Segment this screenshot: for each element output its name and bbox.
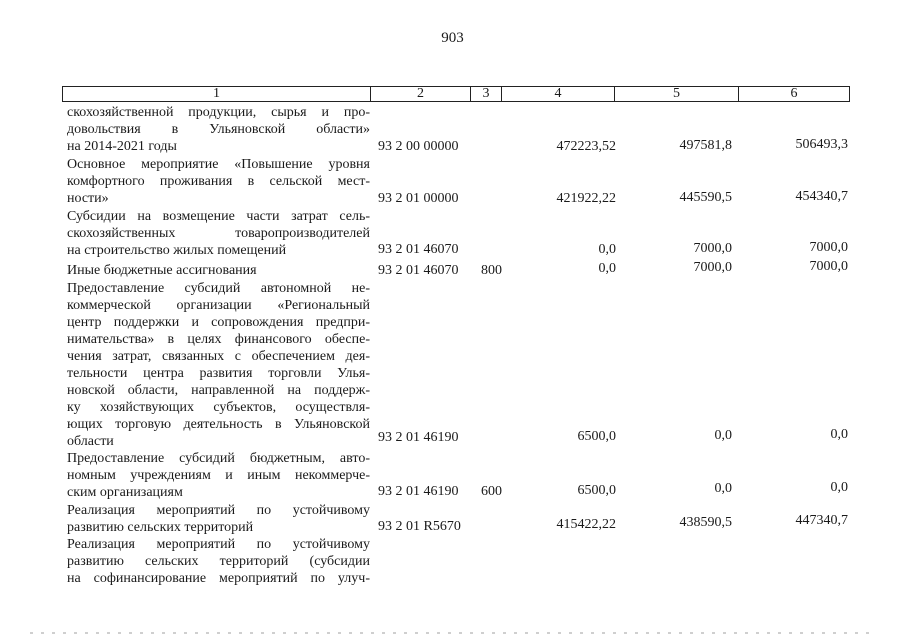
description-line: коммерческой организации «Региональный [67, 298, 370, 313]
header-col-1: 1 [213, 86, 220, 101]
row-col6-value: 454340,7 [795, 189, 848, 204]
row-code: 93 2 00 00000 [378, 139, 459, 154]
row-col5-value: 0,0 [714, 428, 732, 443]
description-line: Предоставление субсидий автономной не- [67, 281, 370, 296]
description-line: Иные бюджетные ассигнования [67, 263, 257, 278]
row-col4-value: 415422,22 [556, 517, 616, 532]
description-line: Предоставление субсидий бюджетным, авто- [67, 451, 370, 466]
description-line: Реализация мероприятий по устойчивому [67, 503, 370, 518]
row-description [67, 208, 370, 259]
row-col5-value: 445590,5 [679, 190, 732, 205]
row-code: 93 2 01 46190 [378, 484, 459, 499]
description-line: ку хозяйствующих субъектов, осуществля- [67, 400, 370, 415]
row-col4-value: 421922,22 [556, 191, 616, 206]
header-col-4: 4 [554, 86, 562, 101]
description-line: Основное мероприятие «Повышение уровня [67, 157, 370, 172]
row-description [67, 280, 370, 450]
row-code: 93 2 01 00000 [378, 191, 459, 206]
row-description [67, 156, 370, 207]
description-line: нимательства» в целях финансового обеспе- [67, 332, 370, 347]
description-line: довольствия в Ульяновской области» [67, 122, 370, 137]
description-line: ности» [67, 191, 109, 206]
row-description [67, 502, 370, 536]
row-vr-code: 600 [481, 484, 502, 499]
row-description [67, 450, 370, 501]
header-col-5: 5 [673, 86, 680, 101]
description-line: чения затрат, связанных с обеспечением дея- [67, 349, 370, 364]
description-line: ющих торговую деятельность в Ульяновской [67, 417, 370, 432]
row-description [67, 536, 370, 587]
page-number: 903 [441, 30, 464, 46]
description-line: тельности центра развития торговли Улья- [67, 366, 370, 381]
description-line: области [67, 434, 114, 449]
description-line: Субсидии на возмещение части затрат сель- [67, 209, 370, 224]
row-col6-value: 0,0 [830, 427, 848, 442]
description-line: скохозяйственной продукции, сырья и про- [67, 105, 370, 120]
row-col6-value: 447340,7 [795, 513, 848, 528]
row-col4-value: 0,0 [598, 261, 616, 276]
row-col4-value: 472223,52 [556, 139, 616, 154]
description-line: новской области, направленной на поддерж- [67, 383, 370, 398]
row-code: 93 2 01 46190 [378, 430, 459, 445]
description-line: на строительство жилых помещений [67, 243, 287, 258]
description-line: Реализация мероприятий по устойчивому [67, 537, 370, 552]
row-col6-value: 0,0 [830, 480, 848, 495]
row-vr-code: 800 [481, 263, 502, 278]
row-col6-value: 506493,3 [795, 137, 848, 152]
description-line: комфортного проживания в сельской мест- [67, 174, 370, 189]
row-col5-value: 438590,5 [679, 515, 732, 530]
row-col5-value: 0,0 [714, 481, 732, 496]
description-line: развитию сельских территорий (субсидии [67, 554, 370, 569]
row-col4-value: 6500,0 [577, 483, 616, 498]
description-line: номным учреждениям и иным некоммерче- [67, 468, 370, 483]
description-line: на 2014-2021 годы [67, 139, 177, 154]
header-col-3: 3 [482, 86, 490, 101]
row-col4-value: 0,0 [598, 242, 616, 257]
description-line: скохозяйственных товаропроизводителей [67, 226, 370, 241]
row-col6-value: 7000,0 [809, 240, 848, 255]
row-code: 93 2 01 46070 [378, 263, 459, 278]
row-col5-value: 7000,0 [693, 241, 732, 256]
description-line: ским организациям [67, 485, 183, 500]
description-line: развитию сельских территорий [67, 520, 254, 535]
description-line: на софинансирование мероприятий по улуч- [67, 571, 370, 586]
row-col5-value: 497581,8 [679, 138, 732, 153]
header-col-6: 6 [790, 86, 798, 101]
row-col4-value: 6500,0 [577, 429, 616, 444]
description-line: центр поддержки и сопровождения предпри- [67, 315, 370, 330]
row-description [67, 262, 370, 279]
scan-artifact-line [30, 632, 875, 634]
header-col-2: 2 [417, 86, 424, 101]
row-code: 93 2 01 R5670 [378, 519, 461, 534]
row-description [67, 104, 370, 155]
row-col6-value: 7000,0 [809, 259, 848, 274]
row-col5-value: 7000,0 [693, 260, 732, 275]
row-code: 93 2 01 46070 [378, 242, 459, 257]
